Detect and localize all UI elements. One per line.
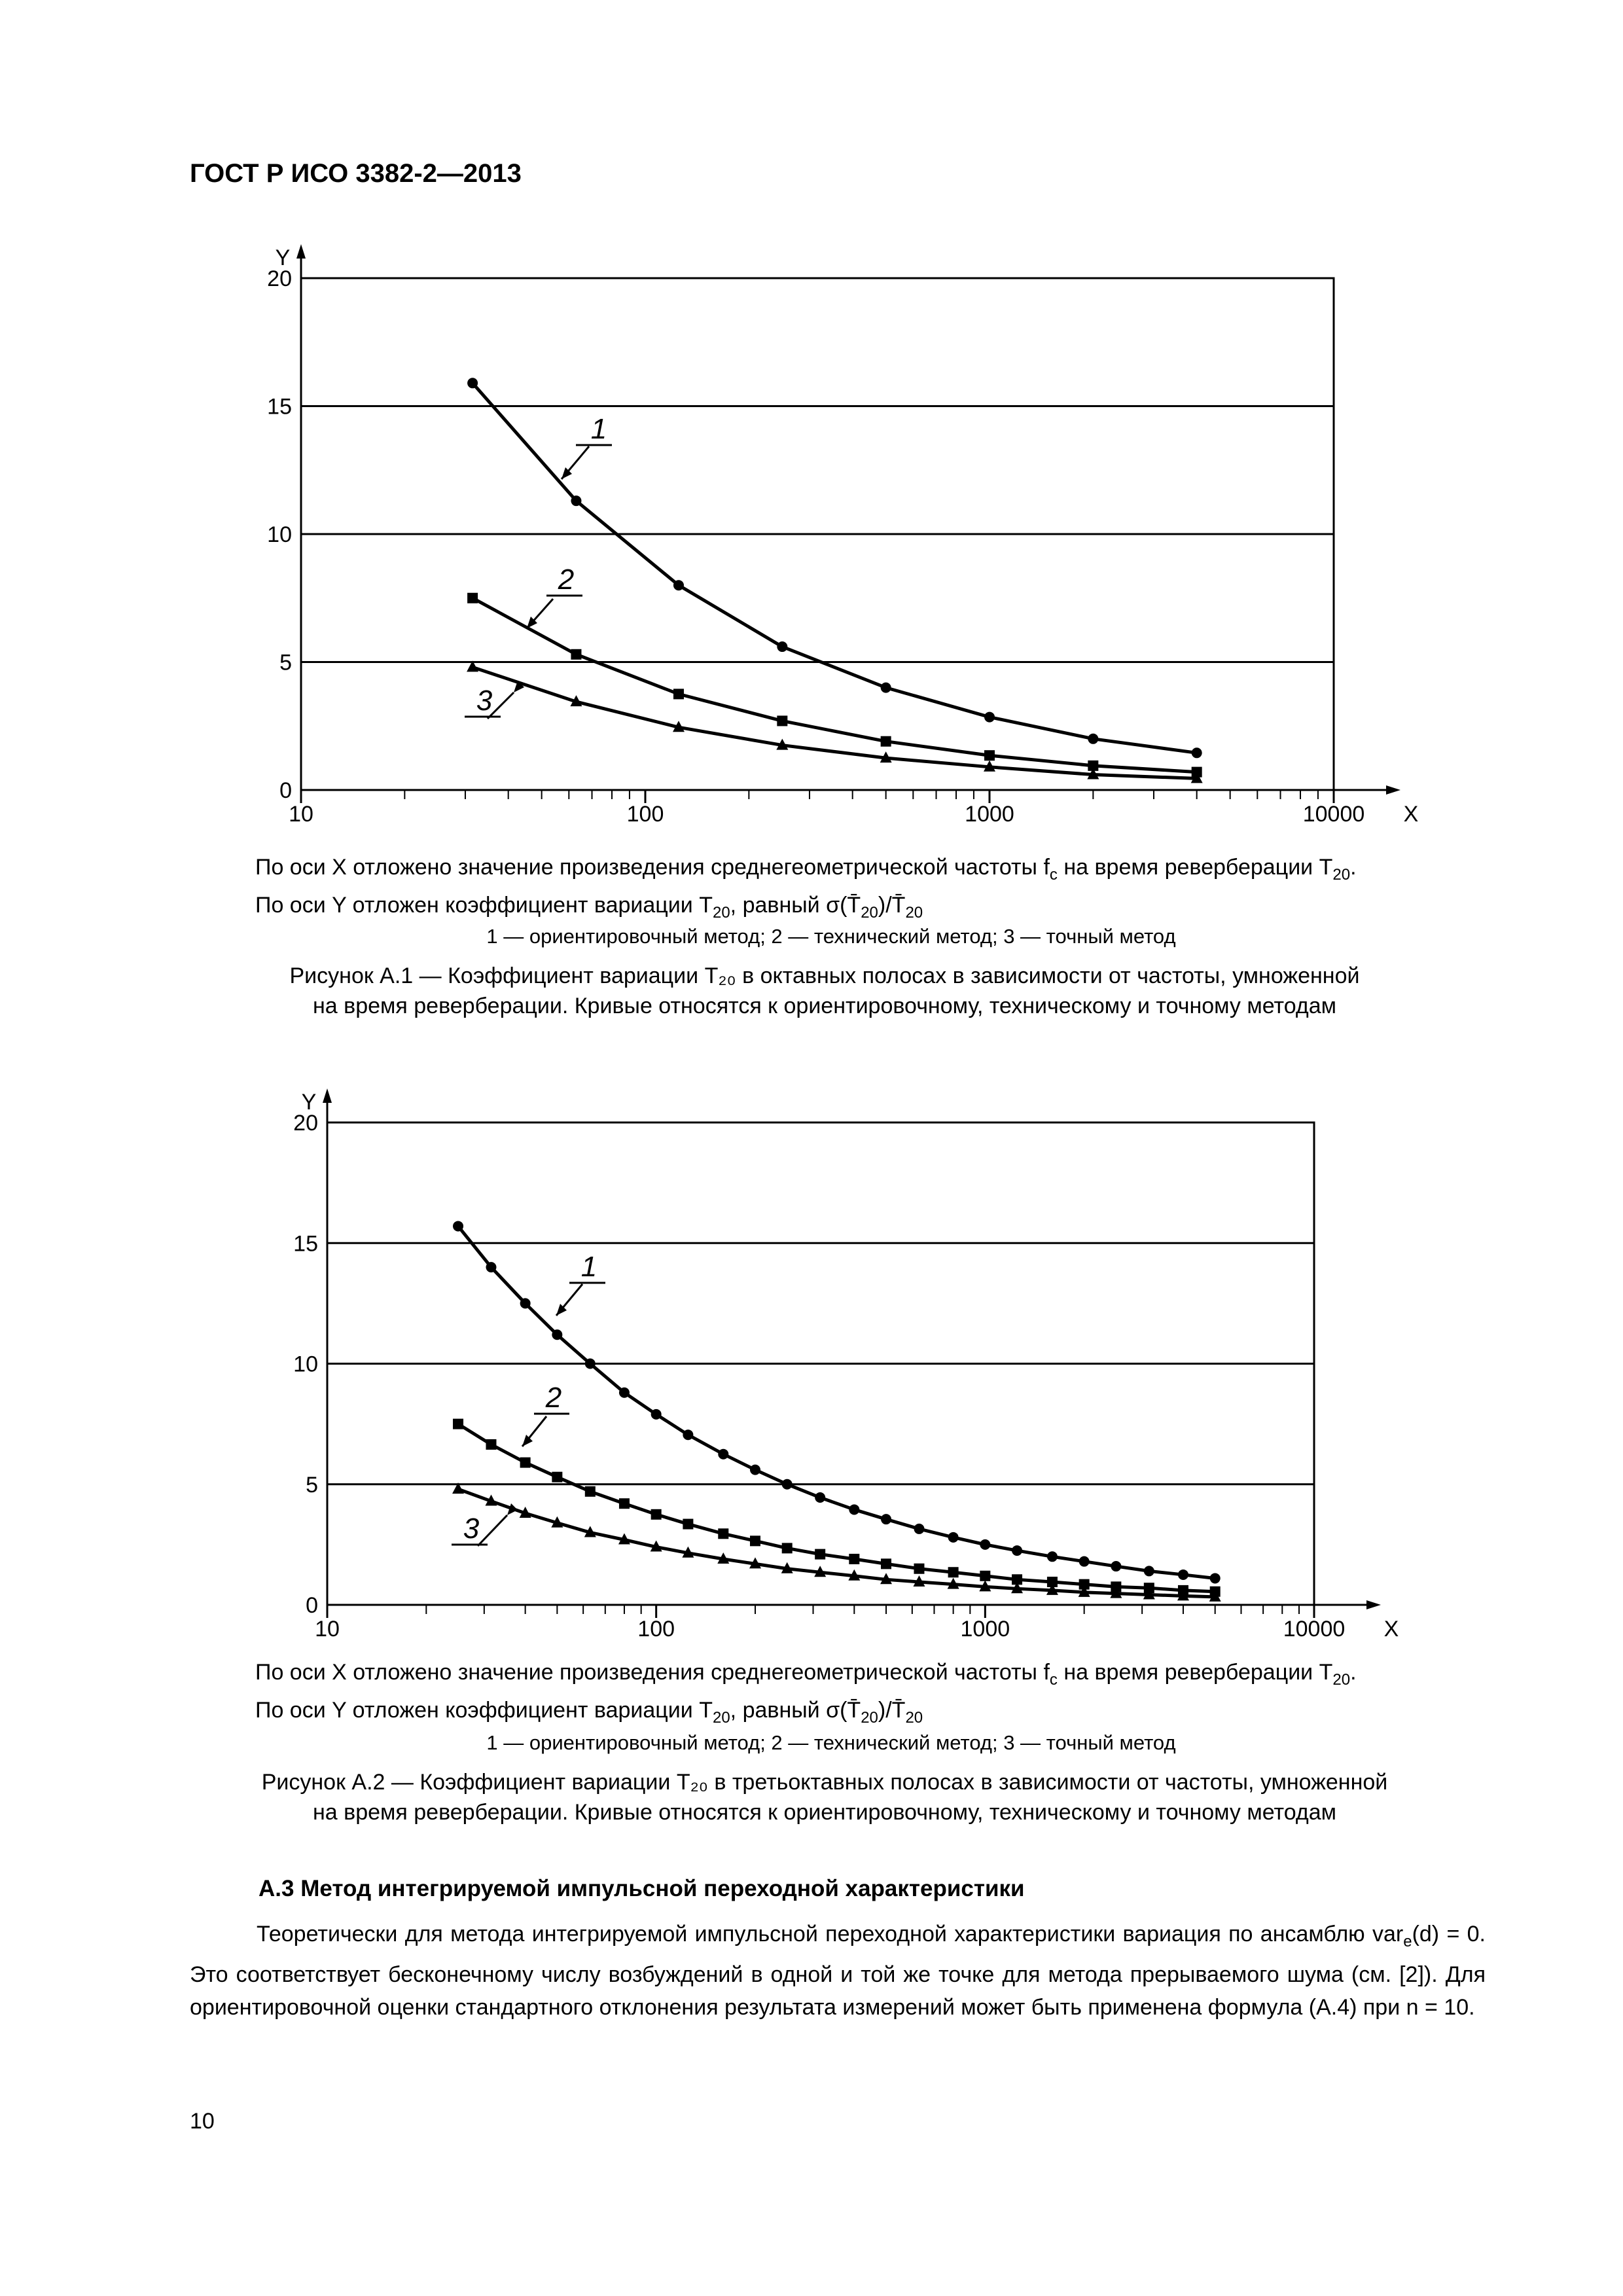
series-1-point — [619, 1388, 630, 1398]
series-1-point — [984, 712, 995, 723]
series-2-label: 2 — [558, 564, 575, 596]
series-2-point — [881, 1558, 891, 1569]
series-2-point — [673, 689, 684, 699]
series-1-point — [1192, 747, 1202, 758]
series-2-point — [849, 1554, 859, 1564]
page-number: 10 — [190, 2109, 215, 2134]
series-1-point — [881, 683, 891, 693]
figure-a1-axes-note — [196, 852, 1466, 928]
y-axis-name: Y — [275, 245, 291, 270]
series-1-point — [1210, 1573, 1221, 1583]
series-1-label: 1 — [580, 1251, 597, 1283]
series-2-point — [718, 1528, 728, 1539]
series-1-point — [552, 1329, 562, 1340]
series-1-line — [473, 383, 1197, 753]
series-1-point — [849, 1504, 859, 1515]
series-2-point — [782, 1543, 793, 1553]
figure-a1-caption — [183, 961, 1466, 1021]
series-1-point — [683, 1429, 693, 1440]
y-tick-label: 15 — [267, 394, 292, 420]
series-1-point — [453, 1221, 463, 1231]
figure-a2-chart — [249, 1080, 1466, 1669]
y-axis-note: По оси Y отложен коэффициент вариации $T_{20}$, равный $\sigma(T̄_{20})/T̄_{20}$ — [255, 892, 923, 922]
x-tick-label: 100 — [637, 1617, 675, 1641]
series-3-label: 3 — [463, 1513, 480, 1545]
y-tick-label: 5 — [306, 1472, 318, 1498]
x-tick-label: 10 — [289, 802, 313, 827]
series-1-label: 1 — [590, 413, 607, 445]
series-1-point — [1012, 1545, 1022, 1556]
figure-a1-svg — [249, 242, 1466, 844]
series-1-point — [651, 1409, 662, 1420]
series-2-point — [683, 1519, 693, 1530]
series-1-point — [1144, 1566, 1154, 1576]
x-axis-note: По оси X отложено значение произведения среднегеометрической частоты $f_c$ на время реверберации $T_{20}$. — [255, 1660, 1357, 1689]
series-2-point — [914, 1564, 924, 1574]
series-1-point — [1111, 1561, 1121, 1571]
section-paragraph: Теоретически для метода интегрируемой импульсной переходной характеристики вариация по ансамблю var$_e$(d) = 0. Это соответствует бесконечному числу возбуждений в одной и той же точке для метода прерываемого шума (см. [2]). Для ориентировочной оценки стандартного отклонения результата измерений может быть применена формула (А.4) при n = 10. — [190, 1922, 1486, 2020]
figure-a2-caption — [183, 1767, 1466, 1827]
series-1-point — [980, 1539, 990, 1550]
x-tick-label: 1000 — [965, 802, 1014, 827]
series-1-point — [520, 1298, 531, 1308]
y-tick-label: 15 — [293, 1231, 318, 1257]
figure-a2-legend: 1 — ориентировочный метод; 2 — технический метод; 3 — точный метод — [486, 1731, 1176, 1754]
x-tick-label: 10000 — [1302, 802, 1365, 827]
x-axis-name: X — [1383, 1617, 1399, 1641]
figure-a2-svg — [249, 1080, 1466, 1669]
y-tick-label: 0 — [279, 778, 292, 803]
series-1-point — [718, 1449, 728, 1460]
series-2-point — [453, 1419, 463, 1429]
series-2-point — [984, 750, 995, 761]
series-2-line — [473, 598, 1197, 772]
y-tick-label: 0 — [306, 1593, 318, 1618]
caption-line: Рисунок А.1 — Коэффициент вариации T₂₀ в октавных полосах в зависимости от частоты, умноженной — [289, 963, 1360, 988]
series-1-point — [486, 1262, 496, 1272]
series-2-point — [486, 1439, 496, 1450]
series-2-point — [980, 1571, 990, 1581]
series-2-line — [458, 1424, 1215, 1592]
series-1-point — [782, 1479, 793, 1490]
figure-a2-axes-note — [196, 1657, 1466, 1733]
y-axis-note: По оси Y отложен коэффициент вариации $T_{20}$, равный $\sigma(T̄_{20})/T̄_{20}$ — [255, 1697, 923, 1727]
series-1-point — [585, 1359, 596, 1369]
x-axis-note: По оси X отложено значение произведения среднегеометрической частоты $f_c$ на время реверберации $T_{20}$. — [255, 855, 1357, 884]
x-axis-name: X — [1403, 802, 1419, 827]
y-tick-label: 10 — [267, 522, 292, 547]
figure-a1-legend: 1 — ориентировочный метод; 2 — технический метод; 3 — точный метод — [486, 925, 1176, 948]
series-1-point — [881, 1514, 891, 1524]
series-1-point — [914, 1524, 924, 1534]
caption-line: на время реверберации. Кривые относятся к ориентировочному, техническому и точному методам — [313, 1800, 1336, 1825]
x-axis-arrow — [1366, 1600, 1381, 1609]
series-2-point — [777, 715, 787, 726]
caption-line: на время реверберации. Кривые относятся к ориентировочному, техническому и точному методам — [313, 994, 1336, 1018]
document-header: ГОСТ Р ИСО 3382-2—2013 — [190, 159, 522, 188]
y-tick-label: 10 — [293, 1352, 318, 1377]
y-tick-label: 20 — [267, 266, 292, 291]
series-2-point — [750, 1535, 760, 1546]
series-1-point — [673, 580, 684, 590]
y-axis-arrow — [296, 244, 306, 259]
series-3-label: 3 — [476, 685, 493, 717]
figure-a1-chart — [249, 242, 1466, 844]
series-1-point — [1079, 1556, 1090, 1567]
y-axis-name: Y — [301, 1090, 317, 1115]
series-1-point — [777, 641, 787, 652]
series-3-leader — [478, 1515, 507, 1546]
series-1-point — [948, 1532, 959, 1543]
series-2-label: 2 — [545, 1382, 562, 1414]
series-1-point — [571, 495, 581, 506]
x-tick-label: 100 — [626, 802, 664, 827]
series-2-point — [585, 1486, 596, 1497]
series-1-point — [1088, 734, 1098, 744]
x-tick-label: 10 — [315, 1617, 340, 1641]
series-1-point — [1047, 1551, 1058, 1562]
series-2-point — [948, 1567, 959, 1577]
y-tick-label: 20 — [293, 1111, 318, 1136]
series-2-point — [552, 1472, 562, 1482]
y-axis-arrow — [323, 1088, 332, 1103]
x-axis-arrow — [1386, 785, 1400, 795]
series-1-point — [815, 1492, 825, 1503]
series-2-point — [520, 1458, 531, 1468]
series-2-point — [815, 1549, 825, 1560]
series-2-point — [619, 1498, 630, 1509]
section-title: A.3 Метод интегрируемой импульсной переходной характеристики — [259, 1876, 1025, 1901]
series-1-point — [1178, 1570, 1188, 1580]
series-3-leader-arrow — [507, 1503, 518, 1515]
x-tick-label: 1000 — [960, 1617, 1010, 1641]
series-1-point — [750, 1465, 760, 1475]
series-1-point — [467, 378, 478, 388]
caption-line: Рисунок А.2 — Коэффициент вариации T₂₀ в третьоктавных полосах в зависимости от частоты, умноженной — [261, 1770, 1388, 1795]
x-tick-label: 10000 — [1283, 1617, 1346, 1641]
series-2-point — [881, 736, 891, 747]
series-2-point — [571, 649, 581, 660]
series-2-point — [651, 1509, 662, 1520]
series-3-line — [458, 1489, 1215, 1597]
series-2-point — [467, 593, 478, 603]
y-tick-label: 5 — [279, 650, 292, 675]
